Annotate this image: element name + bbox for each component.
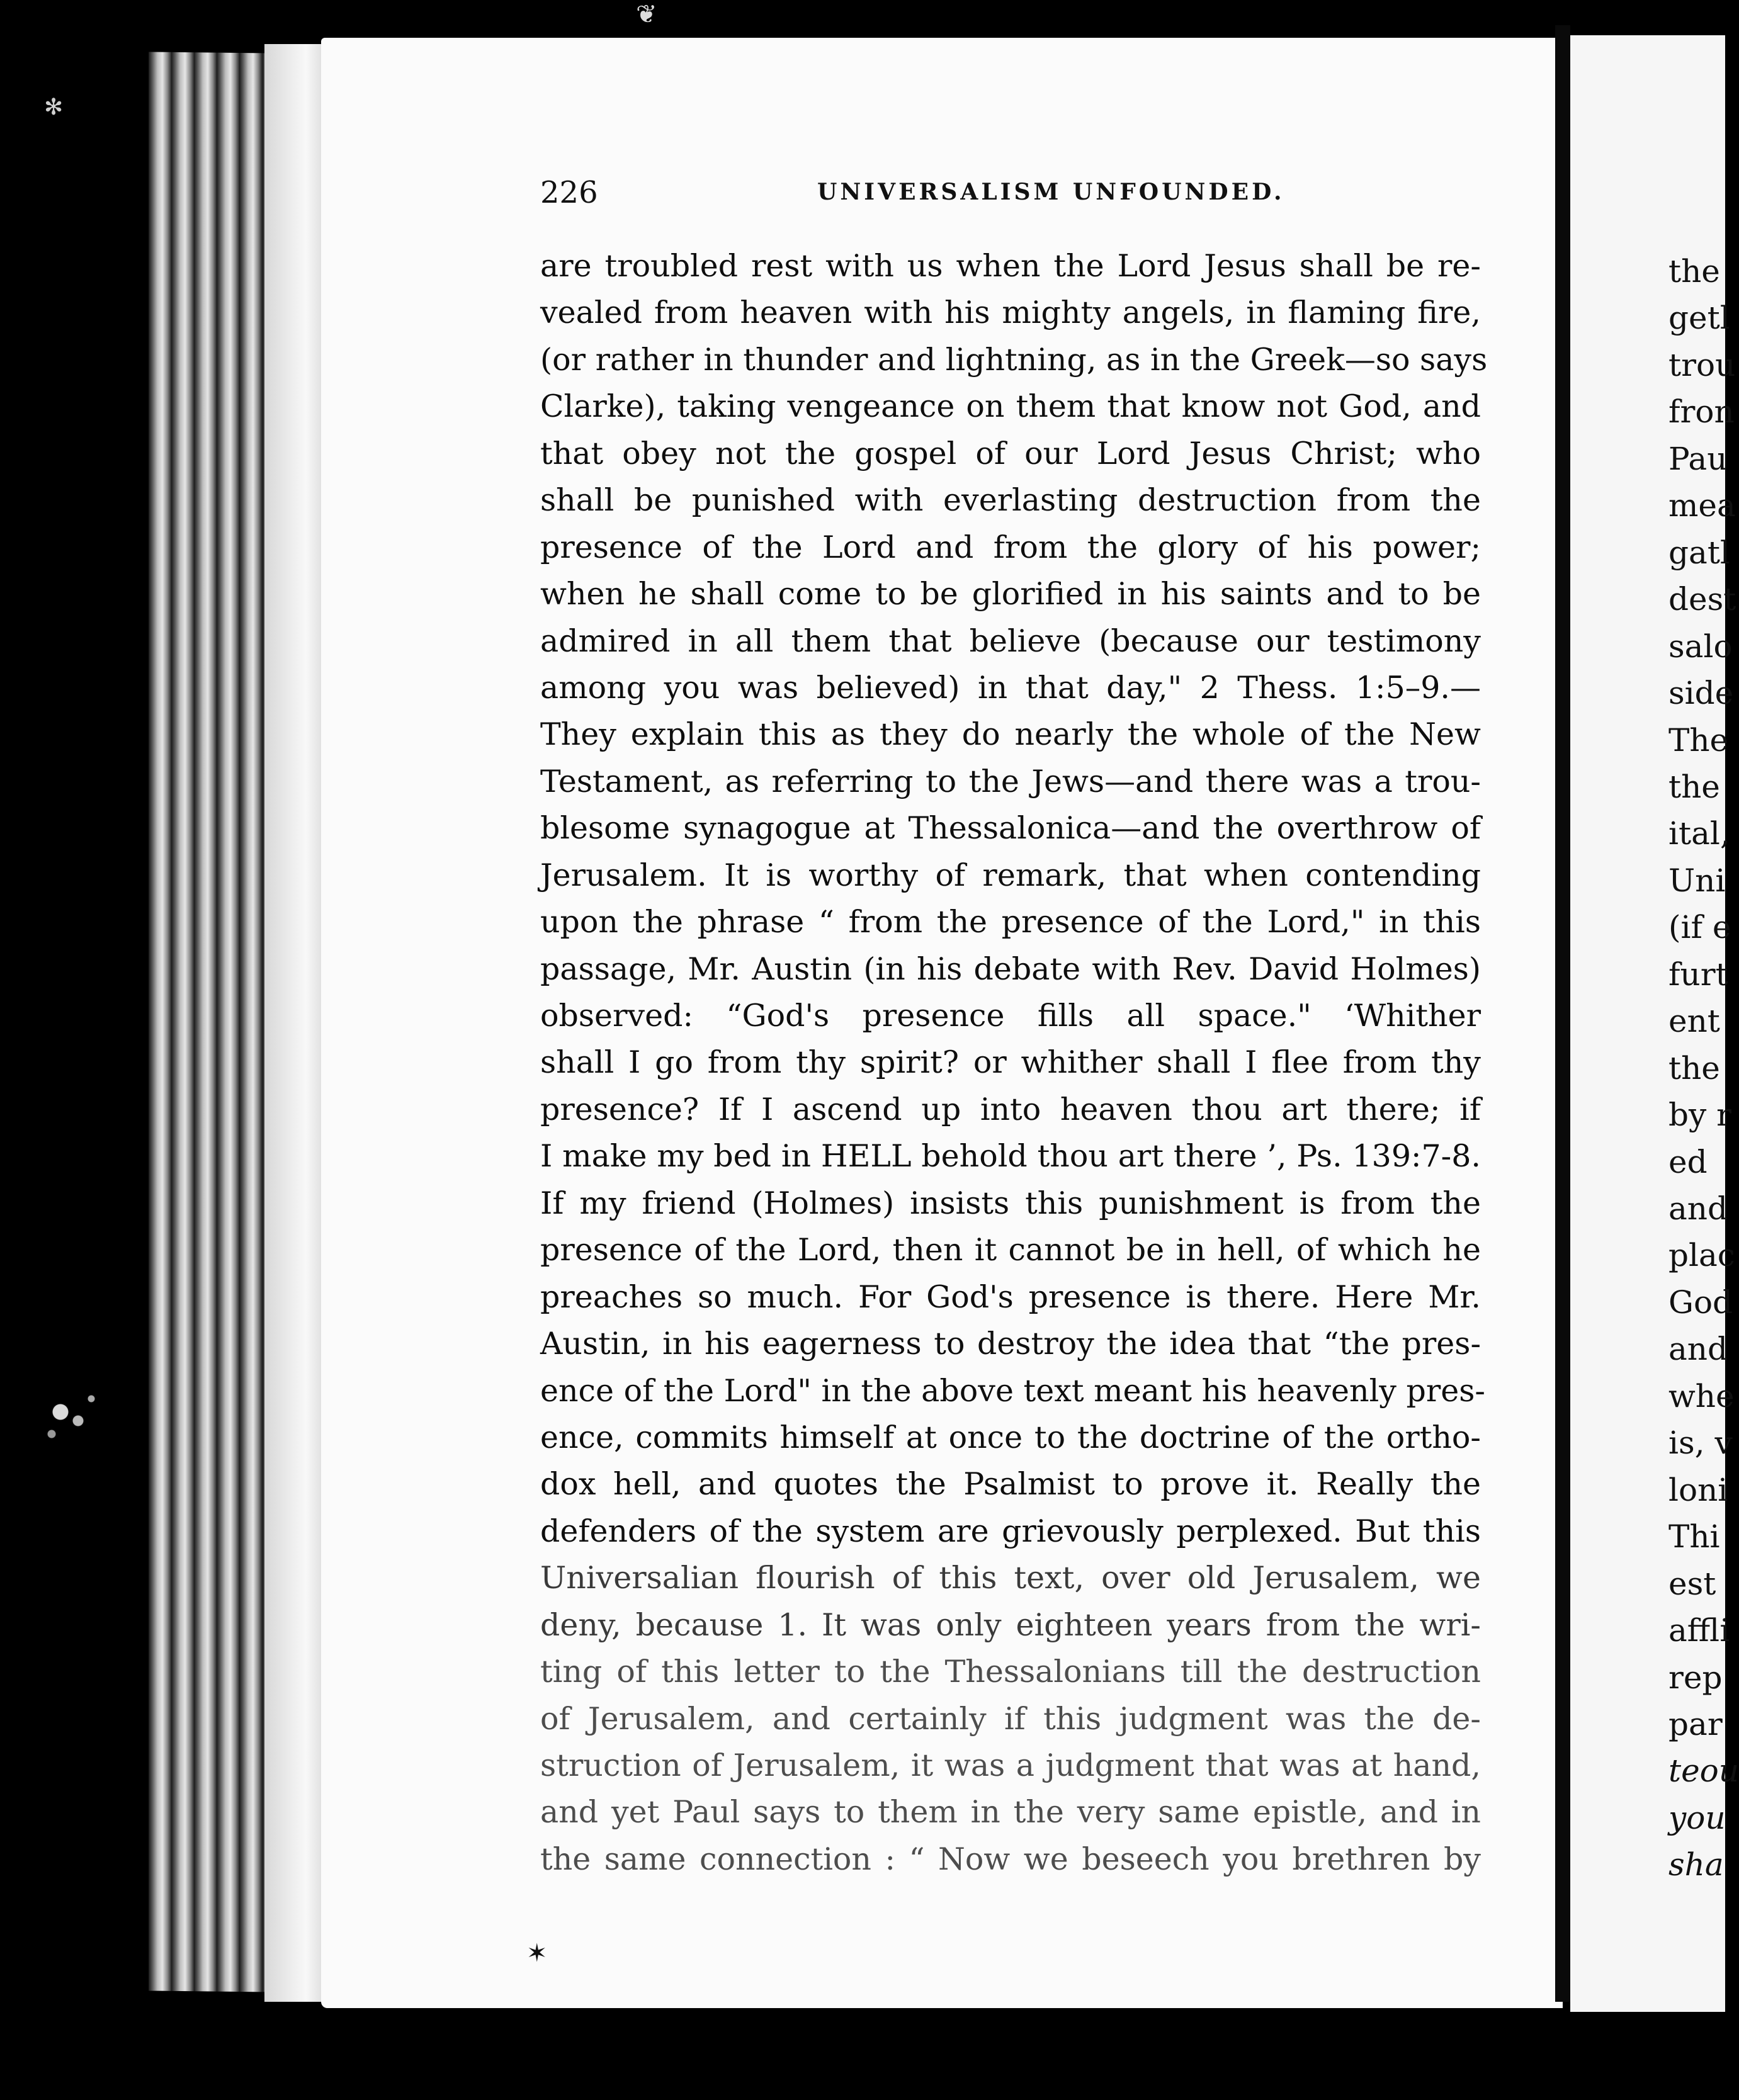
text-line: the same connection : “ Now we beseech you brethren by [540, 1841, 1481, 1877]
text-line: If my friend (Holmes) insists this punishment is from the [540, 1185, 1481, 1221]
text-line: Testament, as referring to the Jews—and there was a trou- [540, 763, 1481, 799]
text-line: Austin, in his eagerness to destroy the idea that “the pres- [540, 1326, 1481, 1362]
text-line: ence, commits himself at once to the doctrine of the ortho- [540, 1419, 1481, 1455]
facing-page-line: affli [1668, 1612, 1730, 1649]
facing-page-line: you [1668, 1799, 1726, 1836]
text-line: are troubled rest with us when the Lord Jesus shall be re- [540, 248, 1481, 284]
text-line: preaches so much. For God's presence is there. Here Mr. [540, 1279, 1481, 1315]
facing-page-line: whe [1668, 1377, 1735, 1414]
text-line: struction of Jerusalem, it was a judgment that was at hand, [540, 1747, 1481, 1783]
facing-page-line: par [1668, 1705, 1723, 1742]
facing-page-line: furt [1668, 956, 1728, 993]
facing-page-line: side [1668, 675, 1734, 712]
scan-speck: ✻ [44, 94, 64, 120]
text-line: ting of this letter to the Thessalonians till the destruction [540, 1654, 1481, 1690]
facing-page-line: The [1668, 721, 1729, 759]
text-line: vealed from heaven with his mighty angels, in flaming fire, [540, 295, 1481, 331]
text-line: upon the phrase “ from the presence of the Lord," in this [540, 904, 1481, 940]
text-line: of Jerusalem, and certainly if this judgment was the de- [540, 1700, 1481, 1737]
facing-page-line: ital, [1668, 815, 1730, 852]
text-line: blesome synagogue at Thessalonica—and the overthrow of [540, 810, 1481, 847]
text-line: among you was believed) in that day," 2 Thess. 1:5–9.— [540, 669, 1481, 706]
facing-page-line: fron [1668, 393, 1735, 431]
facing-page-line: God [1668, 1284, 1733, 1321]
text-line: observed: “God's presence fills all space." ‘Whither [540, 998, 1481, 1034]
facing-page-line: ent [1668, 1003, 1720, 1040]
facing-page-line: (if e [1668, 909, 1731, 946]
facing-page-line: rep [1668, 1659, 1723, 1696]
text-line: defenders of the system are grievously perplexed. But this [540, 1513, 1481, 1549]
facing-page-line: getl [1668, 300, 1730, 337]
running-title: UNIVERSALISM UNFOUNDED. [817, 179, 1285, 205]
text-line: and yet Paul says to them in the very same epistle, and in [540, 1794, 1481, 1831]
text-line: dox hell, and quotes the Psalmist to prove it. Really the [540, 1466, 1481, 1503]
top-speck: ❦ [636, 0, 657, 29]
ink-mark: ✶ [526, 1939, 548, 1968]
facing-page-line: salo [1668, 628, 1733, 665]
text-line: I make my bed in HELL behold thou art there ’, Ps. 139:7-8. [540, 1138, 1481, 1175]
facing-page-line: the [1668, 253, 1720, 290]
facing-page-line: Pau [1668, 440, 1728, 477]
facing-page-line: Uni [1668, 862, 1726, 899]
text-line: shall be punished with everlasting destruction from the [540, 482, 1481, 519]
text-line: Jerusalem. It is worthy of remark, that when contending [540, 857, 1481, 893]
facing-page-line: est [1668, 1565, 1716, 1602]
facing-page-line: is, v [1668, 1425, 1733, 1462]
facing-page-line: and [1668, 1190, 1728, 1227]
facing-page-line: ed [1668, 1143, 1708, 1180]
text-line: (or rather in thunder and lightning, as in the Greek—so says [540, 341, 1488, 378]
facing-page-line: and [1668, 1331, 1728, 1368]
text-line: Clarke), taking vengeance on them that know not God, and [540, 388, 1481, 425]
body-text [540, 243, 1488, 1883]
text-line: presence of the Lord and from the glory of his power; [540, 529, 1481, 565]
facing-page-line: by r [1668, 1097, 1732, 1134]
text-line: presence? If I ascend up into heaven thou art there; if [540, 1091, 1481, 1127]
facing-page-line: teou [1668, 1753, 1739, 1790]
text-line: passage, Mr. Austin (in his debate with Rev. David Holmes) [540, 951, 1481, 987]
facing-page-line: trou [1668, 346, 1736, 383]
text-line: They explain this as they do nearly the whole of the New [540, 716, 1481, 753]
facing-page-line: sha [1668, 1846, 1724, 1883]
page-number: 226 [540, 175, 598, 210]
facing-page-line: gatl [1668, 534, 1730, 571]
facing-page-line: dest [1668, 581, 1736, 618]
text-line: when he shall come to be glorified in his saints and to be [540, 576, 1481, 612]
text-line: presence of the Lord, then it cannot be in hell, of which he [540, 1232, 1481, 1268]
text-line: admired in all them that believe (because our testimony [540, 623, 1481, 659]
text-line: that obey not the gospel of our Lord Jesus Christ; who [540, 435, 1481, 471]
facing-page-line: loni [1668, 1471, 1728, 1508]
book-gutter [1555, 25, 1570, 2002]
facing-page-line: the [1668, 768, 1720, 805]
text-line: ence of the Lord" in the above text meant his heavenly pres- [540, 1372, 1485, 1409]
facing-page-line: Thi [1668, 1518, 1720, 1555]
facing-page-line: plac [1668, 1237, 1735, 1274]
page-header [540, 175, 1485, 213]
text-line: deny, because 1. It was only eighteen years from the wri- [540, 1606, 1481, 1643]
facing-page-line: the [1668, 1049, 1720, 1087]
scan-speck-cluster [25, 1372, 113, 1460]
text-line: Universalian flourish of this text, over old Jerusalem, we [540, 1560, 1481, 1596]
facing-page-line: mea [1668, 487, 1736, 524]
text-line: shall I go from thy spirit? or whither shall I flee from thy [540, 1044, 1481, 1081]
